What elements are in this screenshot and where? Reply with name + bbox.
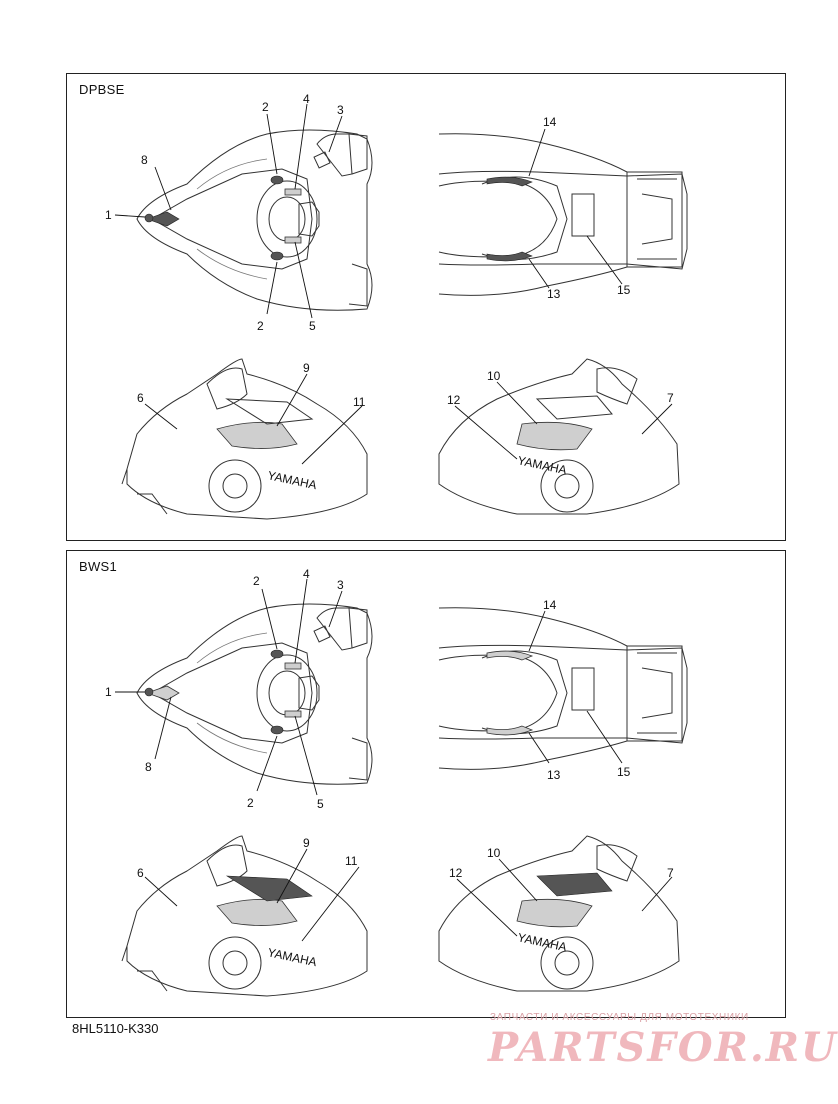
- callout-10: 10: [487, 846, 501, 860]
- top-view-front: [137, 604, 372, 784]
- callout-numbers: [105, 92, 674, 409]
- part-code: 8HL5110-K330: [72, 1021, 159, 1036]
- callout-14: 14: [543, 115, 557, 129]
- watermark-logo: PARTSFOR.RU: [488, 1024, 838, 1071]
- callout-4: 4: [303, 567, 310, 581]
- panel-label: BWS1: [79, 559, 118, 574]
- callout-9: 9: [303, 836, 310, 850]
- callout-numbers: [105, 567, 674, 880]
- callout-9: 9: [303, 361, 310, 375]
- callout-11: 11: [345, 854, 358, 868]
- callout-5: 5: [317, 797, 324, 811]
- callout-8: 8: [141, 153, 148, 167]
- callout-10: 10: [487, 369, 501, 383]
- callout-2: 2: [253, 574, 260, 588]
- scooter-drawings: [67, 551, 785, 1017]
- callout-12: 12: [447, 393, 461, 407]
- callout-7: 7: [667, 391, 674, 405]
- callout-1: 1: [105, 208, 112, 222]
- callout-15: 15: [617, 283, 631, 297]
- callout-15: 15: [617, 765, 631, 779]
- callout-1: 1: [105, 685, 112, 699]
- callout-11: 11: [353, 395, 366, 409]
- callout-8: 8: [145, 760, 152, 774]
- side-view-left: [122, 836, 367, 996]
- callout-3: 3: [337, 578, 344, 592]
- diagram-panel-bws1: [66, 550, 786, 1018]
- callout-2-lower: 2: [257, 319, 264, 333]
- side-view-right: [439, 836, 679, 991]
- callout-3: 3: [337, 103, 344, 117]
- callout-13: 13: [547, 768, 561, 782]
- callout-12: 12: [449, 866, 463, 880]
- callout-13: 13: [547, 287, 561, 301]
- callout-7: 7: [667, 866, 674, 880]
- top-view-rear: [439, 134, 687, 296]
- callout-6: 6: [137, 866, 144, 880]
- top-view-rear: [439, 608, 687, 770]
- diagram-panel-dpbse: [66, 73, 786, 541]
- panel-label: DPBSE: [79, 82, 125, 97]
- callout-2: 2: [262, 100, 269, 114]
- yamaha-decal-left: YAMAHA: [266, 468, 318, 493]
- scooter-drawings: [67, 74, 785, 540]
- callout-5: 5: [309, 319, 316, 333]
- callout-2-lower: 2: [247, 796, 254, 810]
- leader-lines: [115, 104, 672, 464]
- yamaha-decal-left: YAMAHA: [266, 945, 318, 970]
- top-view-front: [137, 130, 372, 310]
- side-view-left: [122, 359, 367, 519]
- watermark-tagline: ЗАПЧАСТИ И АКСЕССУАРЫ ДЛЯ МОТОТЕХНИКИ: [490, 1012, 749, 1023]
- side-view-right: [439, 359, 679, 514]
- yamaha-decal-right: YAMAHA: [516, 453, 568, 478]
- callout-6: 6: [137, 391, 144, 405]
- yamaha-decal-right: YAMAHA: [516, 930, 568, 955]
- callout-14: 14: [543, 598, 557, 612]
- callout-4: 4: [303, 92, 310, 106]
